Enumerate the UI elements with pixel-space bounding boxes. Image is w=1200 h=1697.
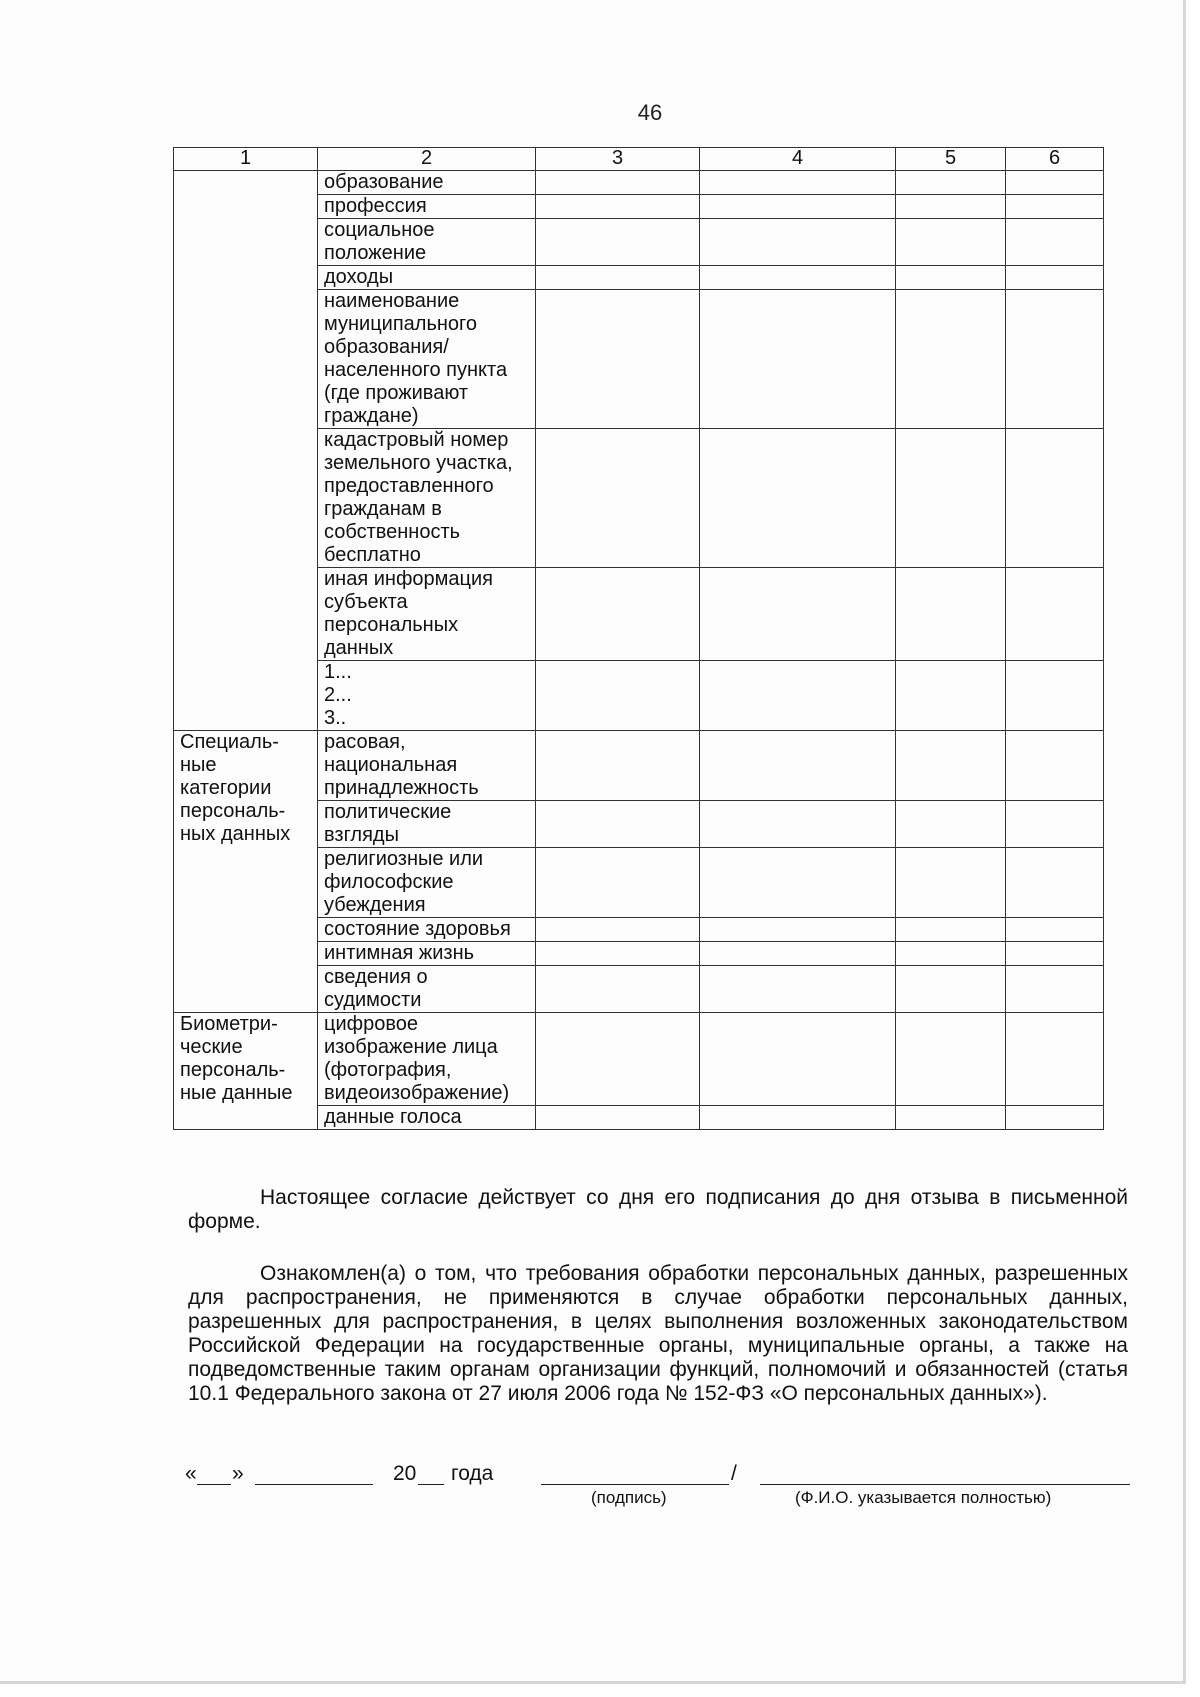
empty-cell[interactable] — [700, 266, 896, 290]
data-item-cell — [318, 966, 536, 1013]
data-item-cell — [318, 429, 536, 568]
empty-cell[interactable] — [700, 1013, 896, 1106]
empty-cell[interactable] — [536, 195, 700, 219]
header-cell: 5 — [896, 148, 1006, 171]
empty-cell[interactable] — [1006, 801, 1104, 848]
validity-paragraph: Настоящее согласие действует со дня его подписания до дня отзыва в письменной форме. — [188, 1186, 1128, 1233]
data-item-cell — [318, 661, 536, 731]
empty-cell[interactable] — [536, 848, 700, 918]
empty-cell[interactable] — [896, 942, 1006, 966]
empty-cell[interactable] — [700, 1106, 896, 1130]
empty-cell[interactable] — [1006, 848, 1104, 918]
signature-slash: / — [731, 1462, 737, 1485]
empty-cell[interactable] — [536, 801, 700, 848]
data-item-label: интимная жизнь — [324, 942, 475, 964]
empty-cell[interactable] — [536, 661, 700, 731]
data-item-cell — [318, 731, 536, 801]
category-label: Биометри- ческие персональ- ные данные — [180, 1013, 293, 1104]
table-row — [174, 731, 1104, 801]
empty-cell[interactable] — [896, 661, 1006, 731]
empty-cell[interactable] — [1006, 1013, 1104, 1106]
empty-cell[interactable] — [1006, 918, 1104, 942]
empty-cell[interactable] — [1006, 942, 1104, 966]
data-item-label: профессия — [324, 195, 427, 217]
empty-cell[interactable] — [536, 942, 700, 966]
date-close-quote: » — [232, 1462, 244, 1485]
empty-cell[interactable] — [536, 918, 700, 942]
empty-cell[interactable] — [896, 848, 1006, 918]
empty-cell[interactable] — [896, 171, 1006, 195]
category-cell — [174, 171, 318, 731]
header-cell: 6 — [1006, 148, 1104, 171]
empty-cell[interactable] — [536, 266, 700, 290]
data-item-label: образование — [324, 171, 444, 193]
empty-cell[interactable] — [700, 195, 896, 219]
empty-cell[interactable] — [536, 568, 700, 661]
data-item-cell — [318, 290, 536, 429]
table-row — [174, 171, 1104, 195]
empty-cell[interactable] — [536, 1013, 700, 1106]
signature-line — [185, 1462, 1130, 1486]
personal-data-table — [173, 147, 1104, 1130]
data-item-cell — [318, 266, 536, 290]
year-suffix: года — [451, 1462, 494, 1485]
data-item-cell — [318, 1013, 536, 1106]
empty-cell[interactable] — [896, 195, 1006, 219]
empty-cell[interactable] — [896, 1013, 1006, 1106]
empty-cell[interactable] — [1006, 219, 1104, 266]
header-cell: 1 — [174, 148, 318, 171]
empty-cell[interactable] — [1006, 966, 1104, 1013]
data-item-cell — [318, 801, 536, 848]
empty-cell[interactable] — [700, 568, 896, 661]
empty-cell[interactable] — [700, 848, 896, 918]
empty-cell[interactable] — [1006, 195, 1104, 219]
empty-cell[interactable] — [1006, 290, 1104, 429]
empty-cell[interactable] — [536, 429, 700, 568]
data-item-label: доходы — [324, 266, 394, 288]
data-item-cell — [318, 195, 536, 219]
empty-cell[interactable] — [700, 661, 896, 731]
header-cell: 4 — [700, 148, 896, 171]
empty-cell[interactable] — [896, 1106, 1006, 1130]
data-item-label: иная информация субъекта персональных данных — [324, 568, 493, 659]
year-blank[interactable] — [418, 1484, 444, 1485]
empty-cell[interactable] — [1006, 429, 1104, 568]
empty-cell[interactable] — [536, 171, 700, 195]
empty-cell[interactable] — [536, 966, 700, 1013]
empty-cell[interactable] — [700, 290, 896, 429]
empty-cell[interactable] — [536, 290, 700, 429]
empty-cell[interactable] — [896, 801, 1006, 848]
empty-cell[interactable] — [700, 918, 896, 942]
empty-cell[interactable] — [536, 219, 700, 266]
empty-cell[interactable] — [700, 801, 896, 848]
date-open-quote: « — [185, 1462, 197, 1485]
empty-cell[interactable] — [700, 942, 896, 966]
data-item-cell — [318, 219, 536, 266]
data-item-label: социальное положение — [324, 219, 435, 264]
year-prefix: 20 — [393, 1462, 417, 1485]
empty-cell[interactable] — [1006, 661, 1104, 731]
empty-cell[interactable] — [896, 290, 1006, 429]
header-cell: 2 — [318, 148, 536, 171]
acknowledgement-paragraph: Ознакомлен(а) о том, что требования обработки персональных данных, разрешенных для распространения, не применяются в случае обработки персональных данных, разрешенных для распространения, в целях выполнения возложенных законодательством Российской Федерации на государственные органы, муниципальные органы, а также на подведомственные таким органам организации функций, полномочий и обязанностей (статья 10.1 Федерального закона от 27 июля 2006 года № 152-ФЗ «О персональных данных»). — [188, 1262, 1128, 1405]
header-cell: 3 — [536, 148, 700, 171]
empty-cell[interactable] — [896, 266, 1006, 290]
empty-cell[interactable] — [1006, 1106, 1104, 1130]
empty-cell[interactable] — [536, 731, 700, 801]
empty-cell[interactable] — [1006, 266, 1104, 290]
name-caption: (Ф.И.О. указывается полностью) — [795, 1488, 1052, 1507]
signature-caption: (подпись) — [591, 1488, 667, 1507]
data-item-label: религиозные или философские убеждения — [324, 848, 484, 916]
category-cell — [174, 1013, 318, 1130]
data-item-label: состояние здоровья — [324, 918, 511, 940]
data-item-cell — [318, 848, 536, 918]
empty-cell[interactable] — [1006, 568, 1104, 661]
data-item-label: данные голоса — [324, 1106, 462, 1128]
page-number: 46 — [637, 100, 663, 125]
data-item-cell — [318, 171, 536, 195]
full-name-blank[interactable] — [760, 1484, 1130, 1485]
data-item-label: наименование муниципального образования/ населенного пункта (где проживают граждане) — [324, 290, 508, 427]
data-item-label: кадастровый номер земельного участка, предоставленного гражданам в собственность бесплатно — [324, 429, 513, 566]
table-row — [174, 1013, 1104, 1106]
empty-cell[interactable] — [896, 918, 1006, 942]
empty-cell[interactable] — [700, 966, 896, 1013]
empty-cell[interactable] — [896, 219, 1006, 266]
data-item-cell — [318, 568, 536, 661]
empty-cell[interactable] — [896, 429, 1006, 568]
data-item-label: цифровое изображение лица (фотография, видеоизображение) — [324, 1013, 510, 1104]
empty-cell[interactable] — [700, 219, 896, 266]
data-item-label: расовая, национальная принадлежность — [324, 731, 479, 799]
empty-cell[interactable] — [700, 171, 896, 195]
day-blank[interactable] — [197, 1484, 231, 1485]
empty-cell[interactable] — [536, 1106, 700, 1130]
category-cell — [174, 731, 318, 1013]
data-item-cell — [318, 942, 536, 966]
category-label: Специаль- ные категории персональ- ных данных — [180, 731, 291, 845]
month-blank[interactable] — [255, 1484, 373, 1485]
empty-cell[interactable] — [896, 731, 1006, 801]
empty-cell[interactable] — [896, 966, 1006, 1013]
data-item-cell — [318, 1106, 536, 1130]
empty-cell[interactable] — [700, 731, 896, 801]
data-item-label: сведения о судимости — [324, 966, 428, 1011]
data-item-label: 1... 2... 3.. — [324, 661, 352, 729]
empty-cell[interactable] — [896, 568, 1006, 661]
empty-cell[interactable] — [1006, 171, 1104, 195]
table-header-row — [174, 148, 1104, 171]
data-item-cell — [318, 918, 536, 942]
data-item-label: политические взгляды — [324, 801, 452, 846]
signature-blank[interactable] — [541, 1484, 729, 1485]
empty-cell[interactable] — [700, 429, 896, 568]
empty-cell[interactable] — [1006, 731, 1104, 801]
